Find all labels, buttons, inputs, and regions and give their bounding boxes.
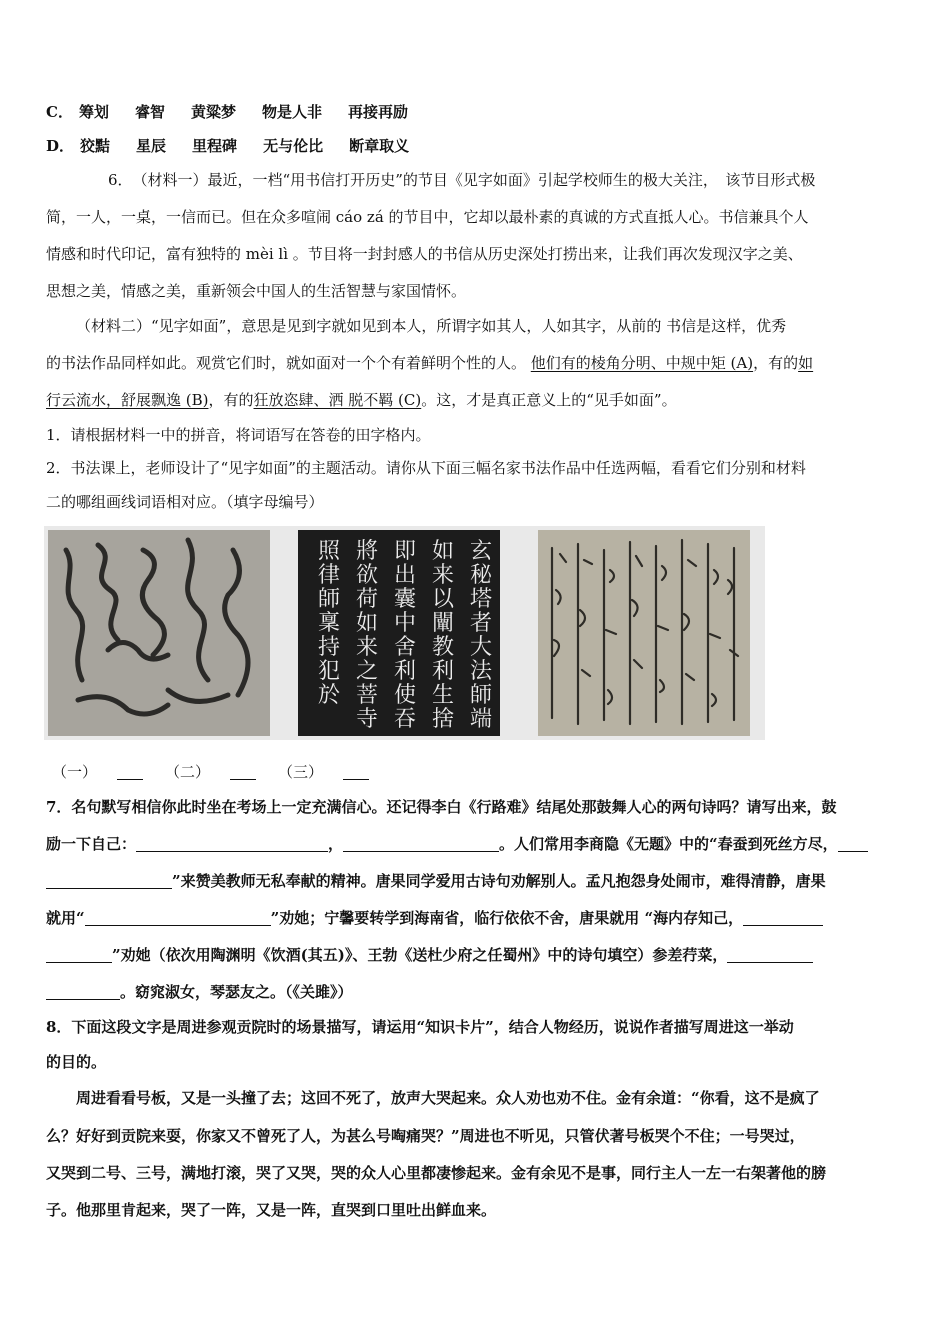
option-d-word-4: 无与伦比 [263, 137, 324, 155]
underlined-phrase-b-start: 如 [798, 354, 814, 372]
calligraphy-char: 大 [470, 635, 493, 660]
calligraphy-char: 吞 [394, 707, 417, 732]
q8-line2: 的目的。 [46, 1053, 107, 1071]
q6-material1-line2: 简，一人，一桌，一信而已。但在众多喧闹 cáo zá 的节目中，它却以最朴素的真诚的方式直抵人心。书信兼具个人 [46, 208, 809, 226]
q7-text: 励一下自己： [46, 835, 137, 853]
option-d-word-1: 狡黠 [80, 137, 111, 155]
answer-label-2: （二） [165, 763, 211, 781]
running-script-calligraphy-image [538, 530, 750, 736]
q6-material2-text: 的书法作品同样如此。观赏它们时，就如面对一个个有着鲜明个性的人。 [46, 354, 531, 372]
calligraphy-char: 寺 [356, 707, 379, 732]
q6-material2-text: 。这，才是真正意义上的“见手如面”。 [421, 391, 677, 409]
option-c-word-5: 再接再励 [348, 103, 409, 121]
option-d-label: D． [46, 137, 75, 155]
calligraphy-char: 以 [432, 587, 455, 612]
calligraphy-char: 玄 [470, 539, 493, 564]
q6-material1-line3: 情感和时代印记，富有独特的 mèi lì 。节目将一封封感人的书信从历史深处打捞出来，让我们再次发现汉字之美、 [46, 245, 803, 263]
q7-line4 [46, 906, 823, 930]
calligraphy-char: 即 [394, 539, 417, 564]
calligraphy-char: 照 [318, 539, 341, 564]
option-d [46, 134, 435, 158]
option-c [46, 100, 434, 124]
q7-text: ”来赞美教师无私奉献的精神。唐果同学爱用古诗句劝解别人。孟凡抱怨身处闹市，难得清静，唐果 [172, 872, 826, 890]
calligraphy-char: 師 [318, 587, 341, 612]
answer-label-1: （一） [52, 763, 98, 781]
answer-blank-3[interactable] [343, 763, 369, 780]
calligraphy-char: 利 [394, 659, 417, 684]
q7-blank-3-cont[interactable] [46, 872, 172, 889]
calligraphy-char: 將 [356, 539, 379, 564]
q7-blank-6-cont[interactable] [46, 983, 120, 1000]
q8-line1: 8．下面这段文字是周进参观贡院时的场景描写，请运用“知识卡片”，结合人物经历，说说作者描写周进这一举动 [46, 1018, 794, 1036]
calligraphy-char: 律 [318, 563, 341, 588]
option-c-word-3: 黄粱梦 [190, 103, 236, 121]
calligraphy-char: 中 [394, 611, 417, 636]
calligraphy-char: 欲 [356, 563, 379, 588]
calligraphy-char: 於 [318, 683, 341, 708]
q7-blank-3[interactable] [838, 835, 868, 852]
calligraphy-char: 端 [470, 707, 493, 732]
answer-blank-1[interactable] [117, 763, 143, 780]
calligraphy-char: 如 [356, 611, 379, 636]
calligraphy-char: 犯 [318, 659, 341, 684]
q7-line2 [46, 832, 868, 856]
answer-blank-2[interactable] [230, 763, 256, 780]
q6-material2-line1: （材料二）“见字如面”，意思是见到字就如见到本人，所谓字如其人，人如其字，从前的 书信是这样，优秀 [76, 317, 787, 335]
q7-line3 [46, 869, 826, 893]
q7-text: 。人们常用李商隐《无题》中的“春蚕到死丝方尽， [499, 835, 838, 853]
q8-passage-line3: 又哭到二号、三号，满地打滚，哭了又哭，哭的众人心里都凄惨起来。金有余见不是事，同行主人一左一右架著他的膀 [46, 1164, 827, 1182]
q6-answer-blanks [52, 760, 389, 784]
q8-passage-line1: 周进看看号板，又是一头撞了去；这回不死了，放声大哭起来。众人劝也劝不住。金有余道：“你看，这不是疯了 [76, 1089, 820, 1107]
q6-material1-line4: 思想之美，情感之美，重新领会中国人的生活智慧与家国情怀。 [46, 282, 467, 300]
calligraphy-char: 使 [394, 683, 417, 708]
calligraphy-char: 法 [470, 659, 493, 684]
calligraphy-char: 之 [356, 659, 379, 684]
option-d-word-3: 里程碑 [192, 137, 238, 155]
calligraphy-char: 荷 [356, 587, 379, 612]
q7-blank-6[interactable] [727, 946, 813, 963]
q7-line6 [46, 980, 353, 1004]
option-c-label: C． [46, 103, 73, 121]
q7-blank-5-cont[interactable] [46, 946, 112, 963]
q7-blank-2[interactable] [343, 835, 499, 852]
calligraphy-char: 来 [432, 563, 455, 588]
calligraphy-char: 塔 [470, 587, 493, 612]
q7-blank-5[interactable] [743, 909, 823, 926]
q7-text: ”劝她；宁馨要转学到海南省，临行依依不舍，唐果就用 “海内存知己， [270, 909, 744, 927]
option-d-word-5: 断章取义 [349, 137, 410, 155]
calligraphy-char: 生 [432, 683, 455, 708]
q6-sub2-line1: 2．书法课上，老师设计了“见字如面”的主题活动。请你从下面三幅名家书法作品中任选两幅，看看它们分别和材料 [46, 459, 806, 477]
calligraphy-char: 舍 [394, 635, 417, 660]
q7-text: 。窈窕淑女，琴瑟友之。（《关雎》） [120, 983, 353, 1001]
calligraphy-char: 如 [432, 539, 455, 564]
calligraphy-char: 利 [432, 659, 455, 684]
underlined-phrase-b: 行云流水，舒展飘逸 (B) [46, 391, 209, 409]
option-c-word-4: 物是人非 [262, 103, 323, 121]
option-c-word-1: 筹划 [78, 103, 109, 121]
calligraphy-char: 来 [356, 635, 379, 660]
underlined-phrase-a: 他们有的棱角分明、中规中矩 (A) [530, 354, 754, 372]
q6-material2-text: ，有的 [208, 391, 254, 409]
q6-material2-text: ，有的 [753, 354, 799, 372]
cursive-calligraphy-image [48, 530, 270, 736]
calligraphy-char: 秘 [470, 563, 493, 588]
calligraphy-char: 持 [318, 635, 341, 660]
q8-passage-line4: 子。他那里肯起来，哭了一阵，又是一阵，直哭到口里吐出鲜血来。 [46, 1201, 497, 1219]
q6-sub1: 1．请根据材料一中的拼音，将词语写在答卷的田字格内。 [46, 426, 431, 444]
q7-text: ， [328, 835, 344, 853]
calligraphy-char: 菩 [356, 683, 379, 708]
q6-sub2-line2: 二的哪组画线词语相对应。（填字母编号） [46, 493, 324, 511]
q6-material2-line3 [46, 388, 677, 412]
calligraphy-char: 闡 [432, 611, 455, 636]
q7-blank-4[interactable] [85, 909, 271, 926]
option-c-word-2: 睿智 [134, 103, 165, 121]
underlined-phrase-c: 狂放恣肆、洒 脱不羁 (C) [253, 391, 422, 409]
calligraphy-char: 出 [394, 563, 417, 588]
q6-material2-line2 [46, 351, 813, 375]
calligraphy-char: 者 [470, 611, 493, 636]
q8-passage-line2: 么？好好到贡院来耍，你家又不曾死了人，为甚么号啕痛哭？”周进也不听见，只管伏著号板哭个不住；一号哭过， [46, 1127, 805, 1145]
answer-label-3: （三） [278, 763, 324, 781]
q7-line1: 7．名句默写相信你此时坐在考场上一定充满信心。还记得李白《行路难》结尾处那鼓舞人心的两句诗吗？请写出来，鼓 [46, 798, 837, 816]
calligraphy-char: 稟 [318, 611, 341, 636]
q7-text: ”劝她（依次用陶渊明《饮酒(其五)》、王勃《送杜少府之任蜀州》中的诗句填空）参差荇菜， [112, 946, 728, 964]
option-d-word-2: 星辰 [136, 137, 167, 155]
q6-material1-line1: 6． （材料一）最近，一档“用书信打开历史”的节目《见字如面》引起学校师生的极大关注， 该节目形式极 [108, 171, 816, 189]
calligraphy-char: 師 [470, 683, 493, 708]
calligraphy-images [44, 526, 765, 740]
calligraphy-char: 囊 [394, 587, 417, 612]
regular-script-calligraphy-image [298, 530, 500, 736]
regular-script-characters [298, 530, 500, 736]
q7-text: 就用“ [46, 909, 85, 927]
q7-line5 [46, 943, 813, 967]
calligraphy-char: 教 [432, 635, 455, 660]
q7-blank-1[interactable] [136, 835, 328, 852]
calligraphy-char: 捨 [432, 707, 455, 732]
